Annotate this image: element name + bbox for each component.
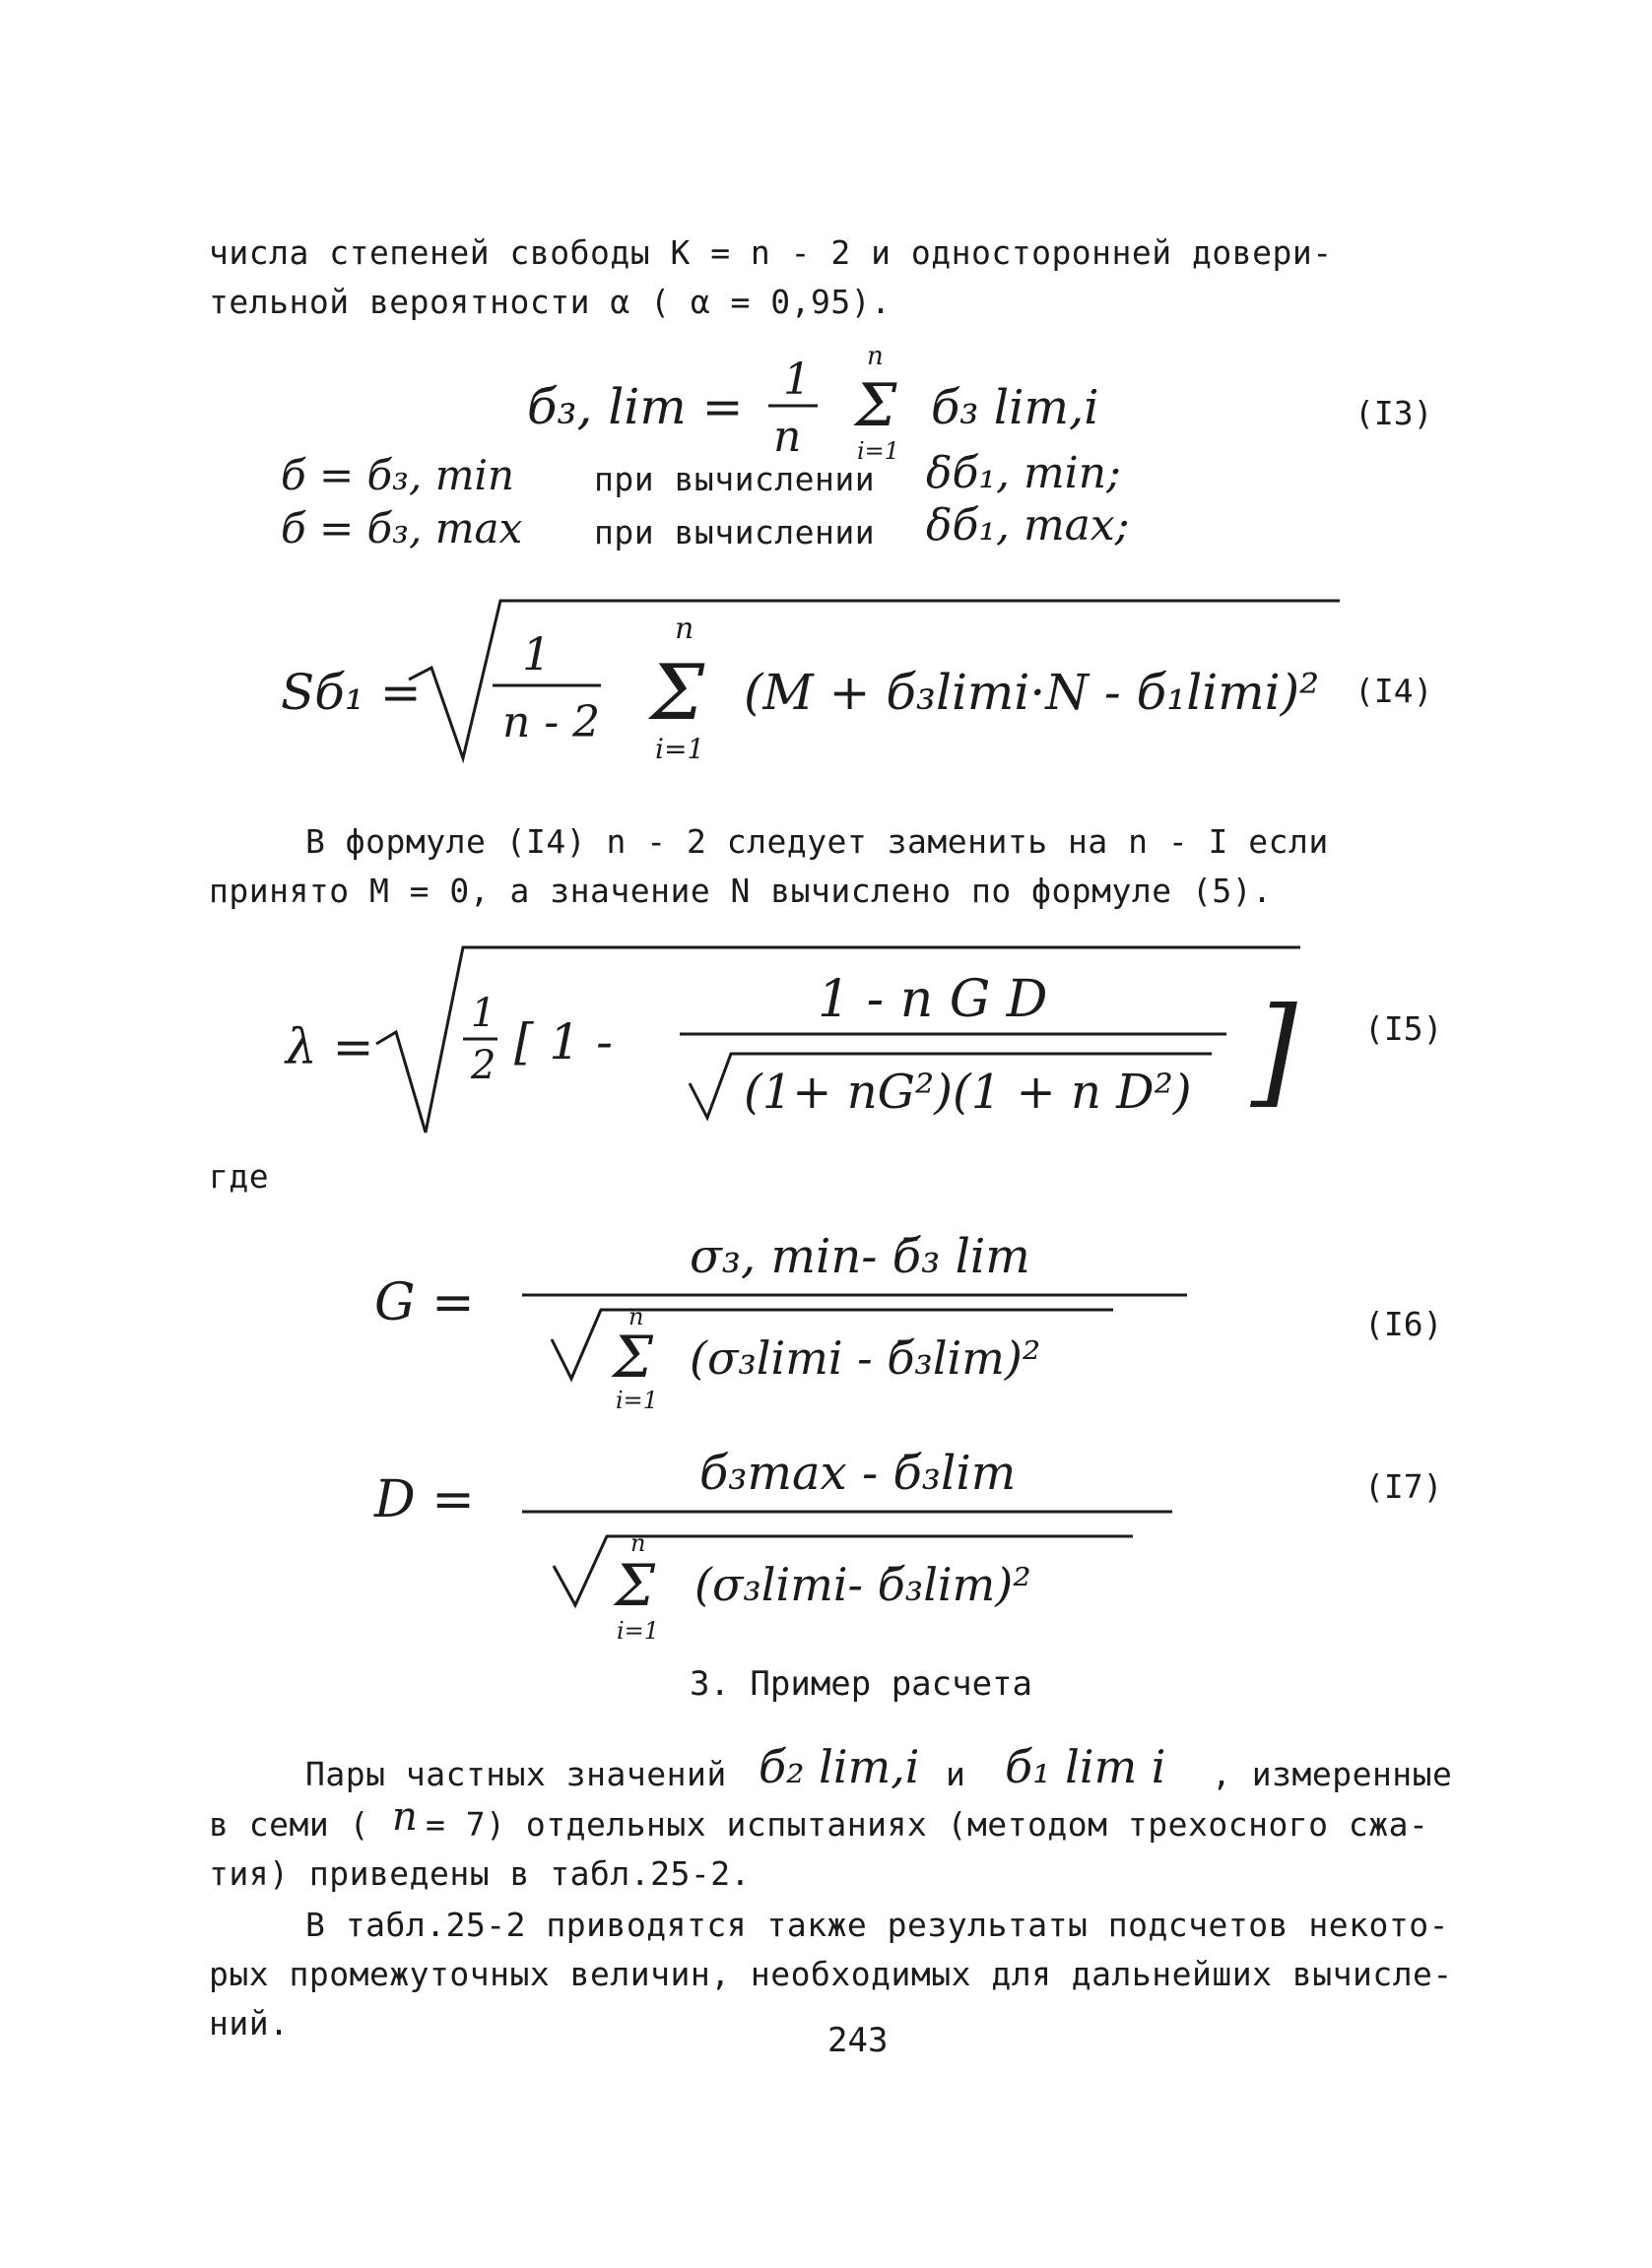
eq14-number: (I4) [1355, 672, 1433, 710]
equation-17 [0, 1428, 1652, 1654]
paragraph3-line3: тия) приведены в табл.25-2. [209, 1854, 751, 1893]
eq16-number: (I6) [1364, 1305, 1443, 1343]
eq14-sum-bottom: i=1 [655, 733, 705, 765]
paragraph2-line1: В формуле (I4) n - 2 следует заменить на n - I если [305, 822, 1329, 861]
condition1-math: б = б₃, min [281, 451, 515, 499]
paragraph3-line2-a: в семи ( [209, 1805, 369, 1844]
section-heading: 3. Пример расчета [690, 1664, 1032, 1704]
svg-text:Σ: Σ [650, 649, 705, 738]
condition2-tail: δб₁, max; [926, 500, 1130, 551]
eq14-frac-num: 1 [522, 627, 552, 680]
eq15-num: 1 - n G D [818, 970, 1048, 1029]
eq16-num: σ₃, min- б̄₃ lim [690, 1229, 1030, 1284]
eq16-sum-top: n [628, 1303, 644, 1330]
paragraph3-line1-math1: б₂ lim,i [759, 1740, 920, 1793]
eq15-den: (1+ nG²)(1 + n D²) [744, 1065, 1192, 1120]
where-label: где [209, 1157, 270, 1196]
eq14-lhs: Sб₁ = [281, 664, 422, 721]
eq17-number: (I7) [1364, 1467, 1443, 1506]
paragraph4-line2: рых промежуточных величин, необходимых для дальнейших вычисле- [209, 1955, 1453, 1993]
paragraph3-line1-c: , измеренные [1212, 1755, 1453, 1793]
paragraph3-line1-math2: б₁ lim i [1005, 1740, 1166, 1793]
svg-text:Σ: Σ [615, 1552, 656, 1619]
eq13-sum-bottom: i=1 [857, 437, 900, 465]
eq16-den: (σ₃limi - б̄₃lim)² [690, 1331, 1041, 1385]
condition1-text: при вычислении [594, 460, 876, 498]
eq16-sum-bottom: i=1 [616, 1387, 659, 1414]
eq17-lhs: D = [374, 1470, 475, 1529]
eq14-frac-den: n - 2 [502, 697, 601, 747]
eq13-body: б₃ lim,i [931, 380, 1099, 435]
eq15-bracket-open: [ 1 - [514, 1013, 613, 1070]
eq14-body: (M + б₃limi·N - б₁limi)² [744, 664, 1320, 721]
paragraph3-line1-b: и [946, 1755, 966, 1793]
paragraph2-line2: принято M = 0, а значение N вычислено по формуле (5). [209, 872, 1273, 910]
eq13-number: (I3) [1355, 394, 1433, 432]
eq13-frac-den: n [773, 412, 802, 462]
paragraph1-line1: числа степеней свободы К = n - 2 и односторонней довери- [209, 233, 1333, 272]
eq15-number: (I5) [1364, 1009, 1443, 1048]
eq15-half-den: 2 [471, 1043, 496, 1088]
eq17-sum-top: n [630, 1529, 646, 1557]
paragraph4-line1: В табл.25-2 приводятся также результаты подсчетов некото- [305, 1906, 1449, 1944]
eq16-lhs: G = [374, 1273, 475, 1332]
svg-text:Σ: Σ [613, 1324, 654, 1391]
eq15-lhs: λ = [286, 1018, 374, 1075]
page-number: 243 [827, 2021, 889, 2060]
eq17-num: б₃max - б̄₃lim [699, 1446, 1017, 1501]
condition2-text: при вычислении [594, 513, 876, 551]
svg-text:Σ: Σ [855, 371, 897, 440]
paragraph3-line2-math: n [392, 1794, 418, 1840]
paragraph1-line2: тельной вероятности α ( α = 0,95). [209, 283, 892, 321]
eq13-lhs: б₃, lim = [527, 378, 744, 435]
eq13-frac-num: 1 [783, 355, 811, 405]
condition1-tail: δб₁, min; [926, 448, 1121, 498]
paragraph3-line2-b: = 7) отдельных испытаниях (методом трехосного сжа- [426, 1805, 1429, 1844]
eq17-den: (σ₃limi- б̄₃lim)² [694, 1558, 1031, 1611]
condition2-math: б = б₃, max [281, 504, 523, 552]
svg-text:]: ] [1251, 983, 1297, 1120]
eq15-half-num: 1 [471, 991, 496, 1036]
paragraph3-line1-a: Пары частных значений [305, 1755, 727, 1793]
paragraph4-line3: ний. [209, 2004, 290, 2042]
eq14-sum-top: n [675, 612, 694, 646]
eq17-sum-bottom: i=1 [617, 1617, 660, 1645]
eq13-sum-top: n [867, 342, 884, 371]
